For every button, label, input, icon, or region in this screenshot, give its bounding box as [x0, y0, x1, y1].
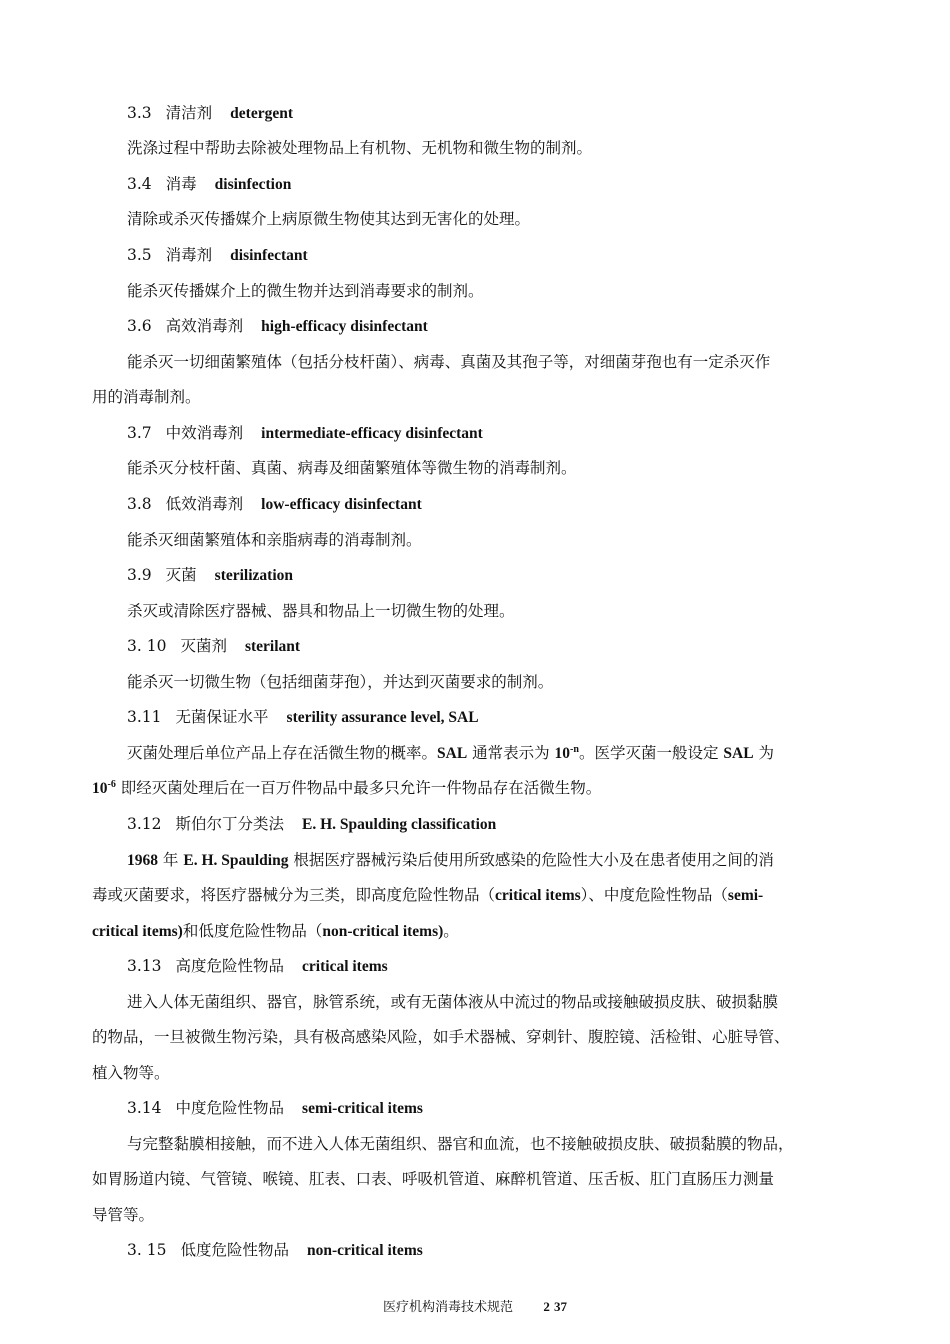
- term-definition: 1968 年 E. H. Spaulding 根据医疗器械污染后使用所致感染的危险性大小及在患者使用之间的消: [127, 851, 774, 869]
- footer-title: 医疗机构消毒技术规范: [383, 1300, 514, 1315]
- term-heading: 3.12 斯伯尔丁分类法 E. H. Spaulding classification: [127, 815, 497, 833]
- term-heading: 3.7 中效消毒剂 intermediate-efficacy disinfectant: [127, 424, 483, 442]
- page-total: 37: [553, 1299, 567, 1314]
- term-heading: 3.11 无菌保证水平 sterility assurance level, SAL: [127, 708, 479, 726]
- term-definition-cont: 用的消毒制剂。: [92, 388, 201, 406]
- term-definition: 清除或杀灭传播媒介上病原微生物使其达到无害化的处理。: [127, 210, 531, 228]
- term-heading: 3.9 灭菌 sterilization: [127, 566, 294, 584]
- term-definition: 洗涤过程中帮助去除被处理物品上有机物、无机物和微生物的制剂。: [127, 139, 593, 157]
- term-definition: 能杀灭分枝杆菌、真菌、病毒及细菌繁殖体等微生物的消毒制剂。: [127, 459, 577, 477]
- term-heading: 3. 15 低度危险性物品 non-critical items: [127, 1241, 423, 1259]
- term-definition-cont: 植入物等。: [92, 1064, 170, 1082]
- term-definition-cont: 的物品，一旦被微生物污染，具有极高感染风险，如手术器械、穿刺针、腹腔镜、活检钳、心脏导管、: [92, 1028, 790, 1046]
- term-definition: 与完整黏膜相接触，而不进入人体无菌组织、器官和血流，也不接触破损皮肤、破损黏膜的物品，: [127, 1135, 794, 1153]
- term-heading: 3.6 高效消毒剂 high-efficacy disinfectant: [127, 317, 428, 335]
- term-definition: 能杀灭细菌繁殖体和亲脂病毒的消毒制剂。: [127, 531, 422, 549]
- term-definition: 能杀灭一切微生物（包括细菌芽孢），并达到灭菌要求的制剂。: [127, 673, 554, 691]
- term-definition: 进入人体无菌组织、器官，脉管系统，或有无菌体液从中流过的物品或接触破损皮肤、破损黏膜: [127, 993, 779, 1011]
- term-definition-cont: 如胃肠道内镜、气管镜、喉镜、肛表、口表、呼吸机管道、麻醉机管道、压舌板、肛门直肠压力测量: [92, 1170, 775, 1188]
- term-definition: 能杀灭传播媒介上的微生物并达到消毒要求的制剂。: [127, 282, 484, 300]
- term-heading: 3.5 消毒剂 disinfectant: [127, 246, 308, 264]
- page-number: 2: [543, 1299, 550, 1314]
- term-heading: 3.8 低效消毒剂 low-efficacy disinfectant: [127, 495, 422, 513]
- term-definition: 能杀灭一切细菌繁殖体（包括分枝杆菌）、病毒、真菌及其孢子等，对细菌芽孢也有一定杀灭作: [127, 353, 771, 371]
- term-definition-cont: 导管等。: [92, 1206, 155, 1224]
- term-definition-cont: 毒或灭菌要求，将医疗器械分为三类，即高度危险性物品（critical items）、中度危险性物品（semi-: [92, 886, 764, 904]
- term-heading: 3.13 高度危险性物品 critical items: [127, 957, 388, 975]
- page-footer: [0, 1296, 950, 1315]
- term-definition-cont: critical items)和低度危险性物品（non-critical items)。: [92, 922, 459, 940]
- term-heading: 3.14 中度危险性物品 semi-critical items: [127, 1099, 423, 1117]
- term-definition-cont: $10^{-6}$ 即经灭菌处理后在一百万件物品中最多只允许一件物品存在活微生物。: [92, 778, 602, 797]
- term-heading: 3. 10 灭菌剂 sterilant: [127, 637, 301, 655]
- term-definition: 灭菌处理后单位产品上存在活微生物的概率。SAL 通常表示为 $10^{-n}$。医学灭菌一般设定 SAL 为: [127, 743, 774, 762]
- term-heading: 3.3 清洁剂 detergent: [127, 104, 294, 122]
- term-heading: 3.4 消毒 disinfection: [127, 175, 292, 193]
- term-definition: 杀灭或清除医疗器械、器具和物品上一切微生物的处理。: [127, 602, 515, 620]
